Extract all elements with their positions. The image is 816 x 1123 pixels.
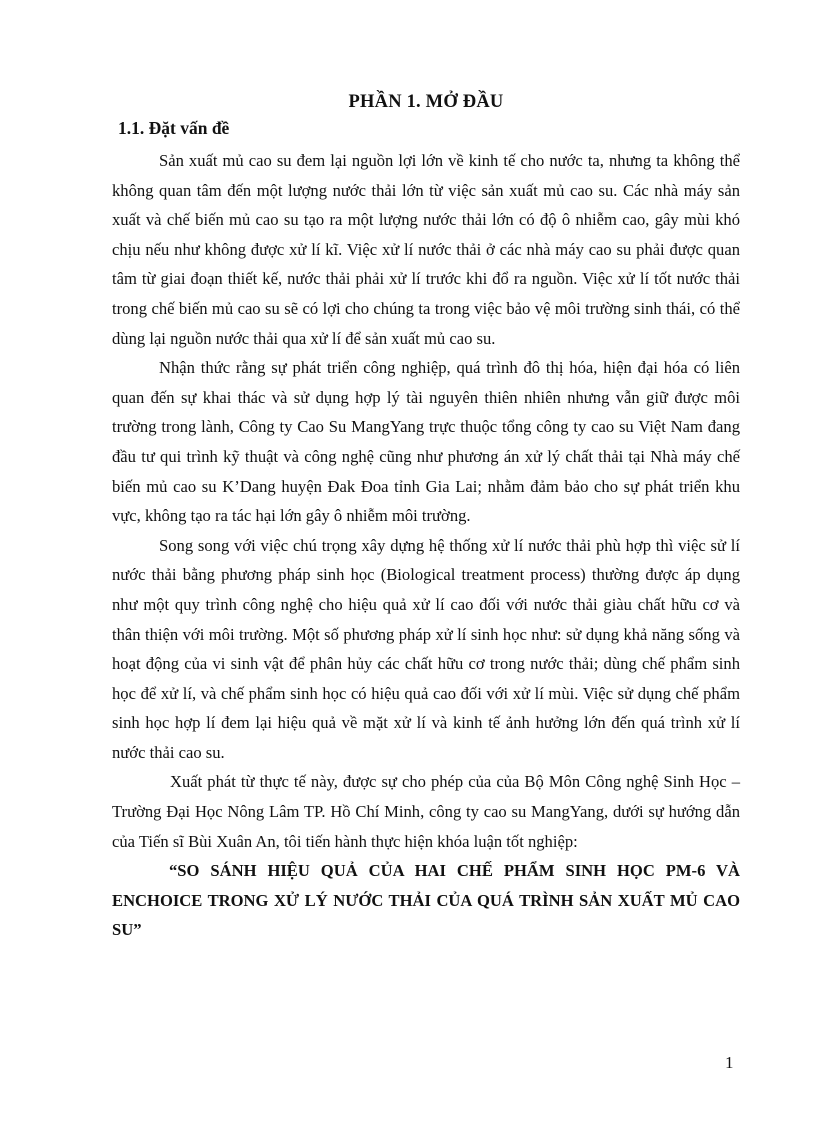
paragraph-4: Xuất phát từ thực tế này, được sự cho phép của của Bộ Môn Công nghệ Sinh Học – Trường Đại Học Nông Lâm TP. Hồ Chí Minh, công ty cao su MangYang, dưới sự hướng dẫn của Tiến sĩ Bùi Xuân An, tôi tiến hành thực hiện khóa luận tốt nghiệp:	[112, 772, 740, 851]
paragraph-3: Song song với việc chú trọng xây dựng hệ thống xử lí nước thải phù hợp thì việc sử lí nước thải bằng phương pháp sinh học (Biological treatment process) thường được áp dụng như một quy trình công nghệ cho hiệu quả xử lí cao đối với nước thải giàu chất hữu cơ và thân thiện với môi trường. Một số phương pháp xử lí sinh học như: sử dụng khả năng sống và hoạt động của vi sinh vật để phân hủy các chất hữu cơ trong nước thải; dùng chế phẩm sinh học để xử lí, và chế phẩm sinh học có hiệu quả cao đối với xử lí mùi. Việc sử dụng chế phẩm sinh học hợp lí đem lại hiệu quả về mặt xử lí và kinh tế ảnh hưởng lớn đến quá trình xử lí nước thải cao su.	[112, 535, 740, 762]
chapter-title: PHẦN 1. MỞ ĐẦU	[348, 92, 504, 112]
paragraph-2: Nhận thức rằng sự phát triển công nghiệp, quá trình đô thị hóa, hiện đại hóa có liên quan đến sự khai thác và sử dụng hợp lý tài nguyên thiên nhiên nhưng vẫn giữ được môi trường trong lành, Công ty Cao Su MangYang trực thuộc tổng công ty cao su Việt Nam đang đầu tư qui trình kỹ thuật và công nghệ cũng như phương án xử lý chất thải tại Nhà máy chế biến mủ cao su K’Dang huyện Đak Đoa tỉnh Gia Lai; nhằm đảm bảo cho sự phát triển khu vực, không tạo ra tác hại lớn gây ô nhiễm môi trường.	[112, 358, 740, 526]
body-text	[112, 146, 740, 945]
section-title: 1.1. Đặt vấn đề	[118, 118, 230, 138]
thesis-title: “SO SÁNH HIỆU QUẢ CỦA HAI CHẾ PHẨM SINH HỌC PM-6 VÀ ENCHOICE TRONG XỬ LÝ NƯỚC THẢI CỦA QUÁ TRÌNH SẢN XUẤT MỦ CAO SU”	[112, 861, 740, 940]
page-number: 1	[725, 1053, 734, 1072]
paragraph-1: Sản xuất mủ cao su đem lại nguồn lợi lớn về kinh tế cho nước ta, nhưng ta không thể không quan tâm đến một lượng nước thải lớn từ việc sản xuất mủ cao su. Các nhà máy sản xuất và chế biến mủ cao su tạo ra một lượng nước thải lớn có độ ô nhiễm cao, gây mùi khó chịu nếu như không được xử lí kĩ. Việc xử lí nước thải ở các nhà máy cao su phải được quan tâm từ giai đoạn thiết kế, nước thải phải xử lí trước khi đổ ra nguồn. Việc xử lí tốt nước thải trong chế biến mủ cao su sẽ có lợi cho chúng ta trong việc bảo vệ môi trường sinh thái, có thể dùng lại nguồn nước thải qua xử lí để sản xuất mủ cao su.	[112, 151, 740, 348]
